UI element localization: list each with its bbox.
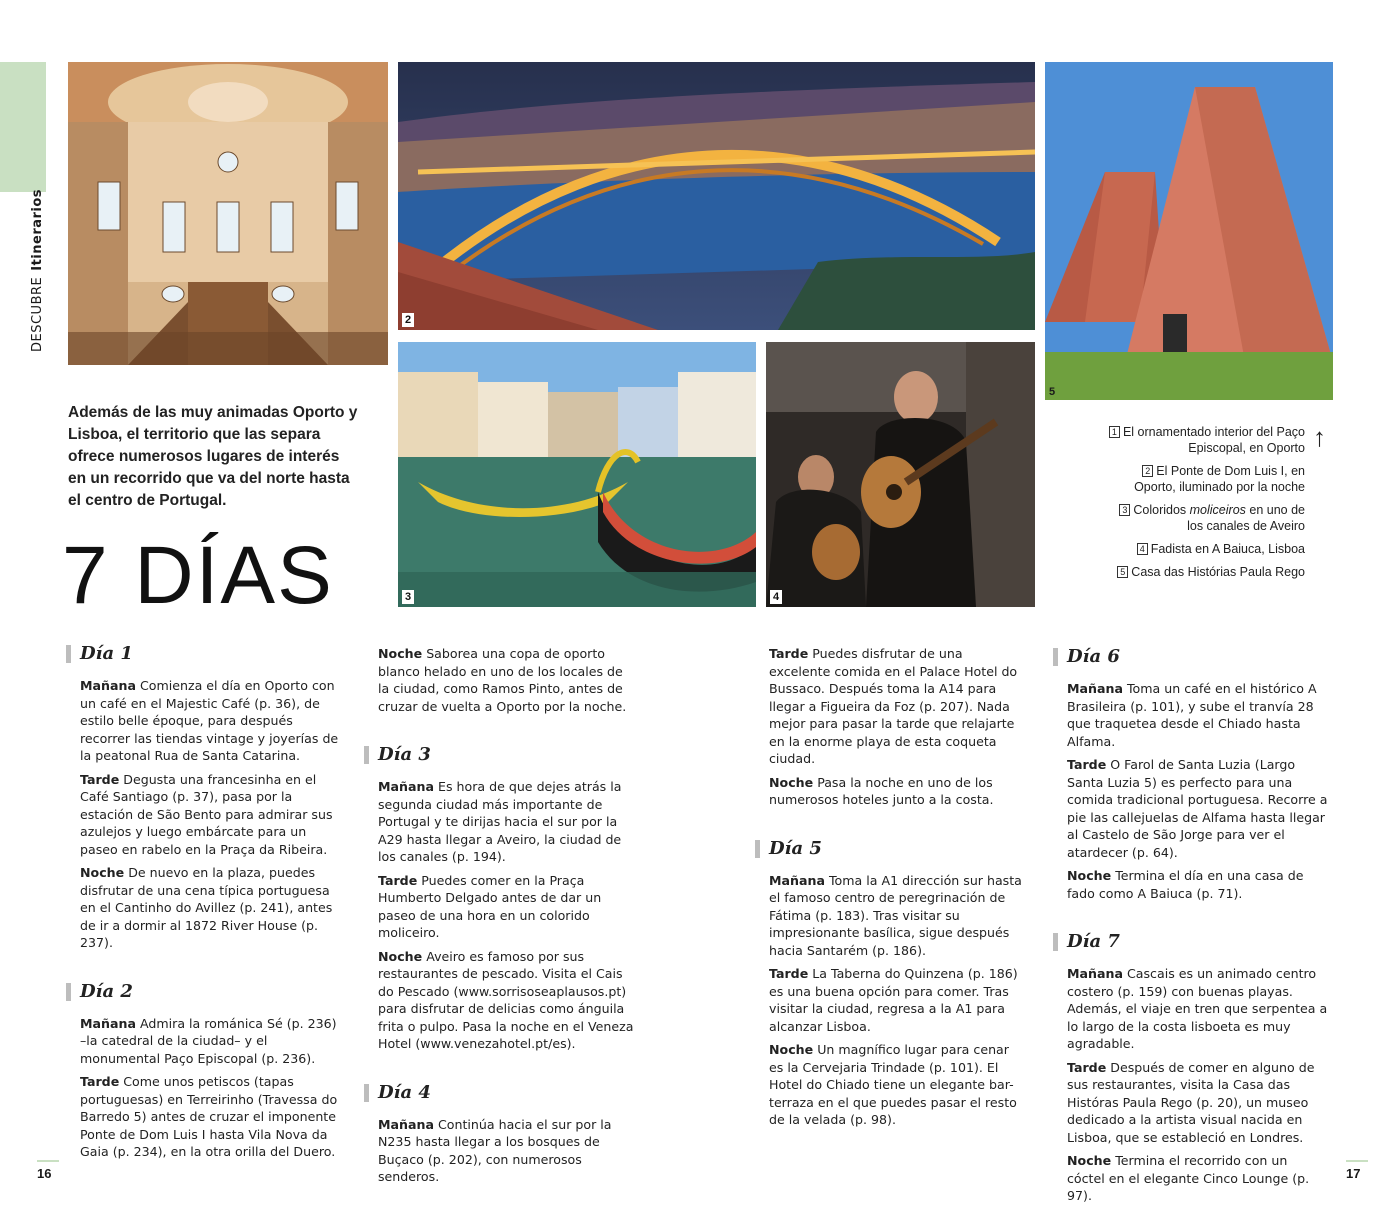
time-label: Noche (80, 865, 125, 880)
time-label: Tarde (769, 966, 809, 981)
time-label: Noche (1067, 868, 1112, 883)
time-label: Tarde (80, 771, 120, 787)
time-label: Mañana (378, 1116, 434, 1132)
day-entry (66, 1073, 344, 1161)
caption-number: 1 (1109, 426, 1120, 438)
itinerary-column-4 (1053, 645, 1328, 1211)
caption-text: El Ponte de Dom Luis I, en Oporto, iluminado por la noche (1134, 464, 1305, 494)
arrow-up-icon: ↑ (1313, 422, 1326, 452)
day-entry (755, 774, 1027, 809)
time-label: Mañana (80, 678, 136, 693)
time-label: Tarde (769, 646, 809, 661)
time-label: Noche (1067, 1153, 1112, 1168)
day-entry (364, 645, 634, 715)
day-entry (1053, 756, 1328, 861)
day-entry (364, 872, 634, 942)
entry-text: Puedes comer en la Praça Humberto Delgado antes de dar un paseo de una hora en un colorido moliceiro. (378, 872, 602, 940)
day-heading: Día 4 (364, 1081, 634, 1105)
time-label: Mañana (769, 872, 825, 888)
time-label: Noche (378, 646, 423, 661)
entry-text: Termina el recorrido con un cóctel en el elegante Cinco Lounge (p. 97). (1067, 1153, 1310, 1203)
day-heading: Día 2 (66, 980, 344, 1004)
entry-text: Después de comer en alguno de sus restaurantes, visita la Casa das Históras Paula Rego (p. 20), un museo dedicado a la artista visual nacida en Lisboa, que se estableció en Londres. (1067, 1059, 1315, 1145)
time-label: Tarde (378, 872, 418, 888)
day-entry (755, 965, 1027, 1035)
caption-number: 4 (1137, 543, 1148, 555)
entry-text: Pasa la noche en uno de los numerosos hoteles junto a la costa. (769, 774, 994, 807)
entry-text: O Farol de Santa Luzia (Largo Santa Luzia 5) es perfecto para una comida tradicional portuguesa. Recorre a pie las callejuelas de Alfama hasta llegar al Castelo de São Jorge para ver el atardecer (p. 64). (1067, 757, 1328, 860)
day-entry (1053, 1059, 1328, 1147)
day-heading: Día 3 (364, 743, 634, 767)
caption-5 (1105, 564, 1305, 580)
caption-4 (1105, 541, 1305, 557)
entry-text: Admira la románica Sé (p. 236) –la catedral de la ciudad– y el monumental Paço Episcopal (p. 236). (80, 1015, 337, 1066)
day-entry (755, 1041, 1027, 1129)
entry-text: Termina el día en una casa de fado como A Baiuca (p. 71). (1067, 868, 1304, 901)
day-entry (364, 778, 634, 866)
section-lead: DESCUBRE (30, 276, 45, 352)
entry-text: Continúa hacia el sur por la N235 hasta llegar a los bosques de Buçaco (p. 202), con numerosos senderos. (378, 1116, 612, 1184)
entry-text: Cascais es un animado centro costero (p. 159) con buenas playas. Además, el viaje en tren que serpentea a lo largo de la costa lisboeta es muy agradable. (1067, 966, 1328, 1051)
photo-number: 4 (770, 590, 782, 604)
page-number-right: 17 (1346, 1166, 1361, 1181)
time-label: Noche (769, 774, 814, 790)
caption-number: 3 (1119, 504, 1130, 516)
entry-text: Aveiro es famoso por sus restaurantes de pescado. Visita el Cais do Pescado (www.sorrisoseaplausos.pt) para disfrutar de delicias como ánguila frita o pulpo. Pasa la noche en el Veneza Hotel (www.venezahotel.pt/es). (378, 948, 634, 1051)
photo-captions (1105, 424, 1305, 587)
photo-paco-episcopal-interior (68, 62, 388, 365)
day-heading: Día 1 (66, 642, 344, 666)
day-heading: Día 7 (1053, 930, 1328, 954)
entry-text: Saborea una copa de oporto blanco helado en uno de los locales de la ciudad, como Ramos Pinto, antes de cruzar de vuelta a Oporto por la noche. (378, 646, 627, 714)
day-entry (1053, 680, 1328, 750)
photo-casa-das-historias (1045, 62, 1333, 400)
itinerary-column-1 (66, 642, 344, 1167)
photo-ponte-dom-luis (398, 62, 1035, 330)
entry-text: Comienza el día en Oporto con un café en el Majestic Café (p. 36), de estilo belle époque, para después recorrer las tiendas vintage y joyerías de la peatonal Rua de Santa Catarina. (80, 678, 339, 763)
page-title: 7 DÍAS (62, 530, 334, 621)
caption-3 (1105, 502, 1305, 534)
day-entry (364, 948, 634, 1053)
time-label: Mañana (1067, 966, 1123, 981)
time-label: Tarde (1067, 757, 1107, 772)
caption-number: 2 (1142, 465, 1153, 477)
time-label: Mañana (378, 779, 434, 794)
time-label: Mañana (1067, 681, 1123, 696)
itinerary-column-3 (755, 645, 1027, 1135)
caption-emphasis: moliceiros (1189, 503, 1246, 517)
entry-text: Toma un café en el histórico A Brasileira (p. 101), y sube el tranvía 28 que traquetea desde el Chiado hasta Alfama. (1067, 681, 1317, 749)
day-entry (1053, 867, 1328, 902)
entry-text: Degusta una francesinha en el Café Santiago (p. 37), pasa por la estación de São Bento para admirar sus azulejos y luego embárcate para un paseo en rabelo en la Praça da Ribeira. (80, 771, 333, 857)
day-entry (66, 864, 344, 952)
photo-number: 2 (402, 313, 414, 327)
time-label: Tarde (80, 1074, 120, 1089)
caption-number: 5 (1117, 566, 1128, 578)
page-number-left: 16 (37, 1166, 52, 1181)
entry-text: La Taberna do Quinzena (p. 186) es una buena opción para comer. Tras visitar la ciudad, regresa a la A1 para alcanzar Lisboa. (769, 966, 1018, 1034)
entry-text: Puedes disfrutar de una excelente comida en el Palace Hotel do Bussaco. Después toma la A14 para llegar a Figueira da Foz (p. 207). Nada mejor para pasar la tarde que relajarte en la enorme playa de esta coqueta ciudad. (769, 646, 1018, 766)
caption-text: Casa das Histórias Paula Rego (1131, 565, 1305, 579)
entry-text: Un magnífico lugar para cenar es la Cervejaria Trindade (p. 101). El Hotel do Chiado tiene un elegante bar-terraza en el que puedes pasar el resto de la velada (p. 98). (769, 1042, 1017, 1127)
photo-moliceiros-aveiro (398, 342, 756, 607)
time-label: Noche (769, 1042, 814, 1057)
caption-text: Fadista en A Baiuca, Lisboa (1150, 542, 1305, 556)
itinerary-column-2 (364, 645, 634, 1192)
section-tab (0, 62, 46, 192)
day-entry (66, 1015, 344, 1068)
day-entry (1053, 965, 1328, 1053)
caption-text: en uno de los canales de Aveiro (1187, 503, 1305, 533)
entry-text: Come unos petiscos (tapas portuguesas) en Terreirinho (Travessa do Barredo 5) antes de cruzar el imponente Ponte de Dom Luis I hasta Vila Nova da Gaia (p. 234), en la otra orilla del Duero. (80, 1074, 338, 1159)
entry-text: Toma la A1 dirección sur hasta el famoso centro de peregrinación de Fátima (p. 183). Tras visitar su impresionante basílica, sigue después hacia Santarém (p. 186). (769, 872, 1022, 958)
photo-fadista-baiuca (766, 342, 1035, 607)
entry-text: De nuevo en la plaza, puedes disfrutar de una cena típica portuguesa en el Cantinho do Avillez (p. 241), antes de ir a dormir al 1872 River House (p. 237). (80, 865, 333, 950)
section-name: Itinerarios (30, 188, 45, 271)
section-label (30, 189, 45, 352)
day-entry (1053, 1152, 1328, 1205)
caption-2 (1105, 463, 1305, 495)
photo-number: 5 (1049, 386, 1056, 398)
day-entry (66, 677, 344, 765)
day-entry (755, 872, 1027, 960)
intro-text: Además de las muy animadas Oporto y Lisboa, el territorio que las separa ofrece numerosos lugares de interés en un recorrido que va del norte hasta el centro de Portugal. (68, 404, 358, 509)
day-heading: Día 6 (1053, 645, 1328, 669)
day-heading: Día 5 (755, 837, 1027, 861)
entry-text: Es hora de que dejes atrás la segunda ciudad más importante de Portugal y te dirijas hacia el sur por la A29 hasta llegar a Aveiro, la ciudad de los canales (p. 194). (378, 779, 622, 864)
time-label: Noche (378, 948, 423, 964)
caption-text: Coloridos (1133, 503, 1190, 517)
time-label: Mañana (80, 1015, 136, 1031)
photo-number: 3 (402, 590, 414, 604)
time-label: Tarde (1067, 1059, 1107, 1075)
caption-text: El ornamentado interior del Paço Episcopal, en Oporto (1122, 425, 1305, 455)
day-entry (755, 645, 1027, 768)
day-entry (364, 1116, 634, 1186)
day-entry (66, 771, 344, 859)
caption-1 (1105, 424, 1305, 456)
